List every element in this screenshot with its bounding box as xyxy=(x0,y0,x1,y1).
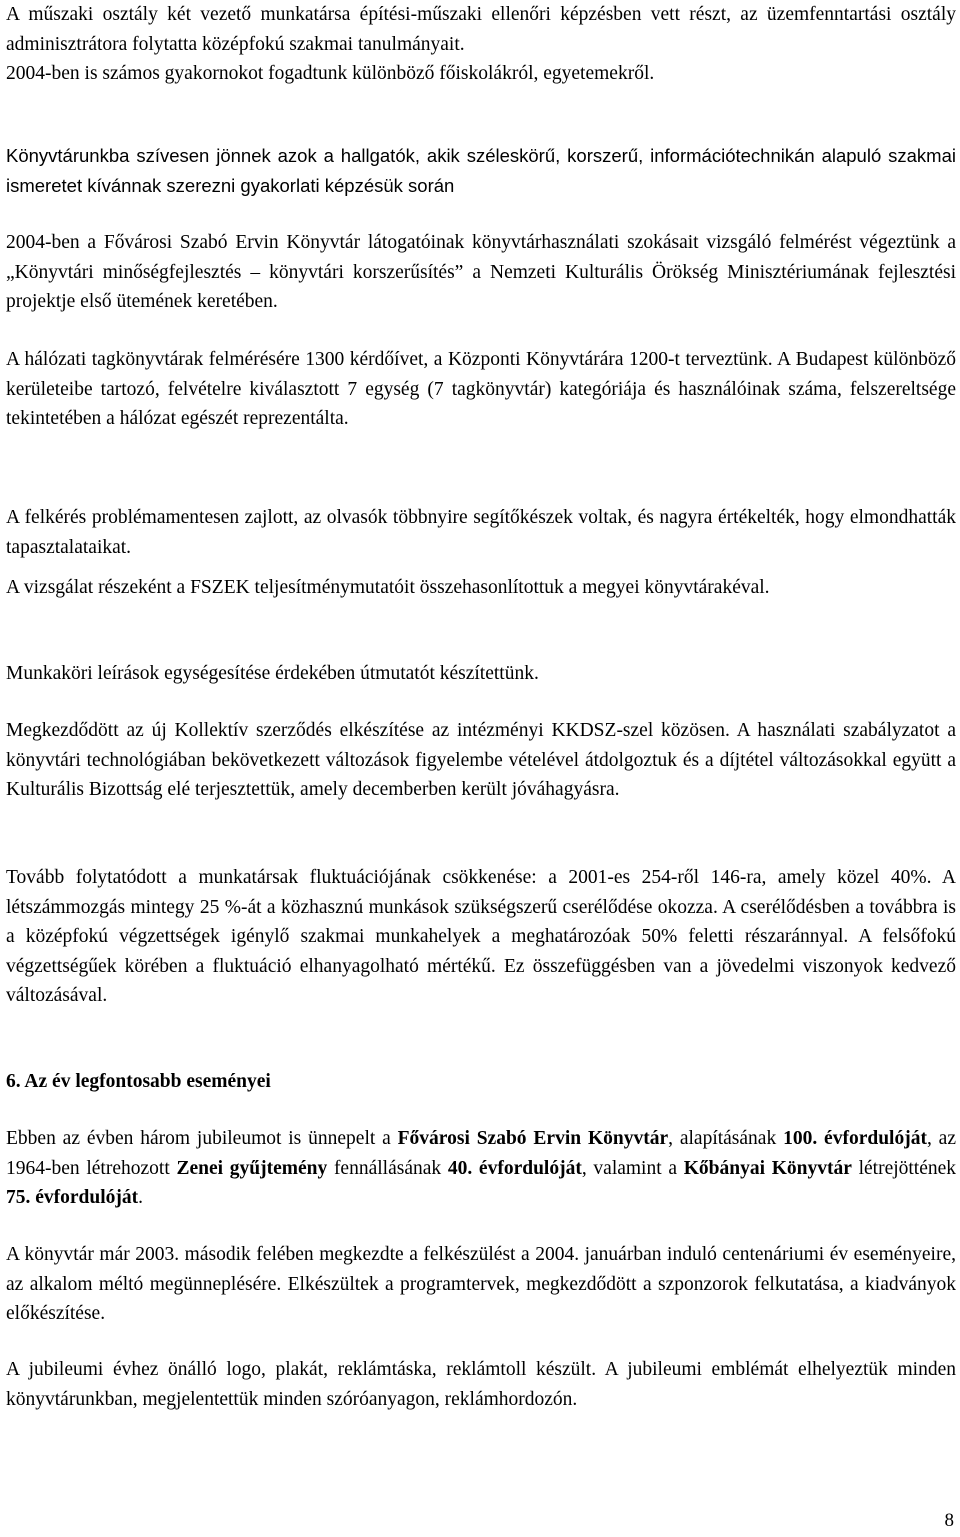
paragraph-collective-agreement: Megkezdődött az új Kollektív szerződés elkészítése az intézményi KKDSZ-szel közösen. A használati szabályzatot a könyvtári technológiában bekövetkezett változások figyelembe vételével átdolgoztuk és a díjtétel változásokkal együtt a Kulturális Bizottság elé terjesztettük, amely decemberben került jóváhagyásra. xyxy=(6,720,956,800)
paragraph-fluctuation: Tovább folytatódott a munkatársak fluktuációjának csökkenése: a 2001-es 254-ről 146-ra, amely közel 40%. A létszámmozgás mintegy 25 %-át a közhasznú munkások szükségszerű cserélődése okozza. A cserélődésben a továbbra is a középfokú végzettségek igénylő szakmai munkahelyek a meghatározóak 50% feletti részaránnyal. A felsőfokú végzettségűek körében a fluktuáció elhanyagolható mértékű. Ez összefüggésben van a jövedelmi viszonyok kedvező változásával. xyxy=(6,867,956,1006)
paragraph-interns: 2004-ben is számos gyakornokot fogadtunk különböző főiskolákról, egyetemekről. xyxy=(6,63,655,84)
anniversary-100: 100. évfordulóját xyxy=(783,1128,927,1149)
anniversary-40: 40. évfordulóját xyxy=(447,1157,582,1179)
paragraph-comparison: A vizsgálat részeként a FSZEK teljesítménymutatóit összehasonlítottuk a megyei könyvtárakéval. xyxy=(6,577,770,598)
paragraph-logo: A jubileumi évhez önálló logo, plakát, reklámtáska, reklámtoll készült. A jubileumi emblémát elhelyeztük minden könyvtárunkban, megjelentettük minden szóróanyagon, reklámhordozón. xyxy=(6,1359,956,1410)
paragraph-questionnaires: A hálózati tagkönyvtárak felmérésére 1300 kérdőívet, a Központi Könyvtárára 1200-t terveztünk. A Budapest különböző kerületeibe tartozó, felvételre kiválasztott 7 egység (7 tagkönyvtár) kategóriája és használóinak száma, felszereltsége tekintetében a hálózat egészét reprezentálta. xyxy=(6,349,956,429)
page-number: 8 xyxy=(944,1510,954,1531)
paragraph-staff-training: A műszaki osztály két vezető munkatársa építési-műszaki ellenőri képzésben vett részt, az üzemfenntartási osztály adminisztrátora folytatta középfokú szakmai tanulmányait. xyxy=(6,4,956,55)
paragraph-jubilees xyxy=(6,1124,956,1213)
anniversary-75: 75. évfordulóját xyxy=(6,1187,139,1208)
paragraph-survey: 2004-ben a Fővárosi Szabó Ervin Könyvtár látogatóinak könyvtárhasználati szokásait vizsgáló felmérést végeztünk a „Könyvtári minőségfejlesztés – könyvtári korszerűsítés” a Nemzeti Kulturális Örökség Minisztériumának fejlesztési projektje első ütemének keretében. xyxy=(6,232,956,312)
kobanya-library: Kőbányai Könyvtár xyxy=(683,1157,852,1179)
jubilee-text: . xyxy=(138,1187,144,1208)
jubilee-text: , az 1964-ben létrehozott xyxy=(6,1128,956,1179)
paragraph-students: Könyvtárunkba szívesen jönnek azok a hallgatók, akik széleskörű, korszerű, információtechnikán alapuló szakmai ismeretet kívánnak szerezni gyakorlati képzésük során xyxy=(6,145,956,196)
section-heading: 6. Az év legfontosabb eseményei xyxy=(6,1071,271,1092)
jubilee-text: létrejöttének xyxy=(851,1157,957,1179)
jubilee-text: fennállásának xyxy=(327,1157,448,1179)
jubilee-text: , alapításának xyxy=(668,1128,784,1149)
paragraph-preparation: A könyvtár már 2003. második felében megkezdte a felkészülést a 2004. januárban induló centenáriumi év eseményeire, az alkalom méltó megünneplésére. Elkészültek a programtervek, megkezdődött a szponzorok felkutatása, a kiadványok előkészítése. xyxy=(6,1244,956,1324)
library-name: Fővárosi Szabó Ervin Könyvtár xyxy=(397,1128,669,1149)
jubilee-text: , valamint a xyxy=(581,1157,684,1179)
paragraph-survey-result: A felkérés problémamentesen zajlott, az olvasók többnyire segítőkészek voltak, és nagyra értékelték, hogy elmondhatták tapasztalataikat. xyxy=(6,507,956,558)
jubilee-text: Ebben az évben három jubileumot is ünnepelt a xyxy=(6,1128,398,1149)
music-collection: Zenei gyűjtemény xyxy=(176,1157,328,1179)
paragraph-job-descriptions: Munkaköri leírások egységesítése érdekében útmutatót készítettünk. xyxy=(6,663,539,684)
